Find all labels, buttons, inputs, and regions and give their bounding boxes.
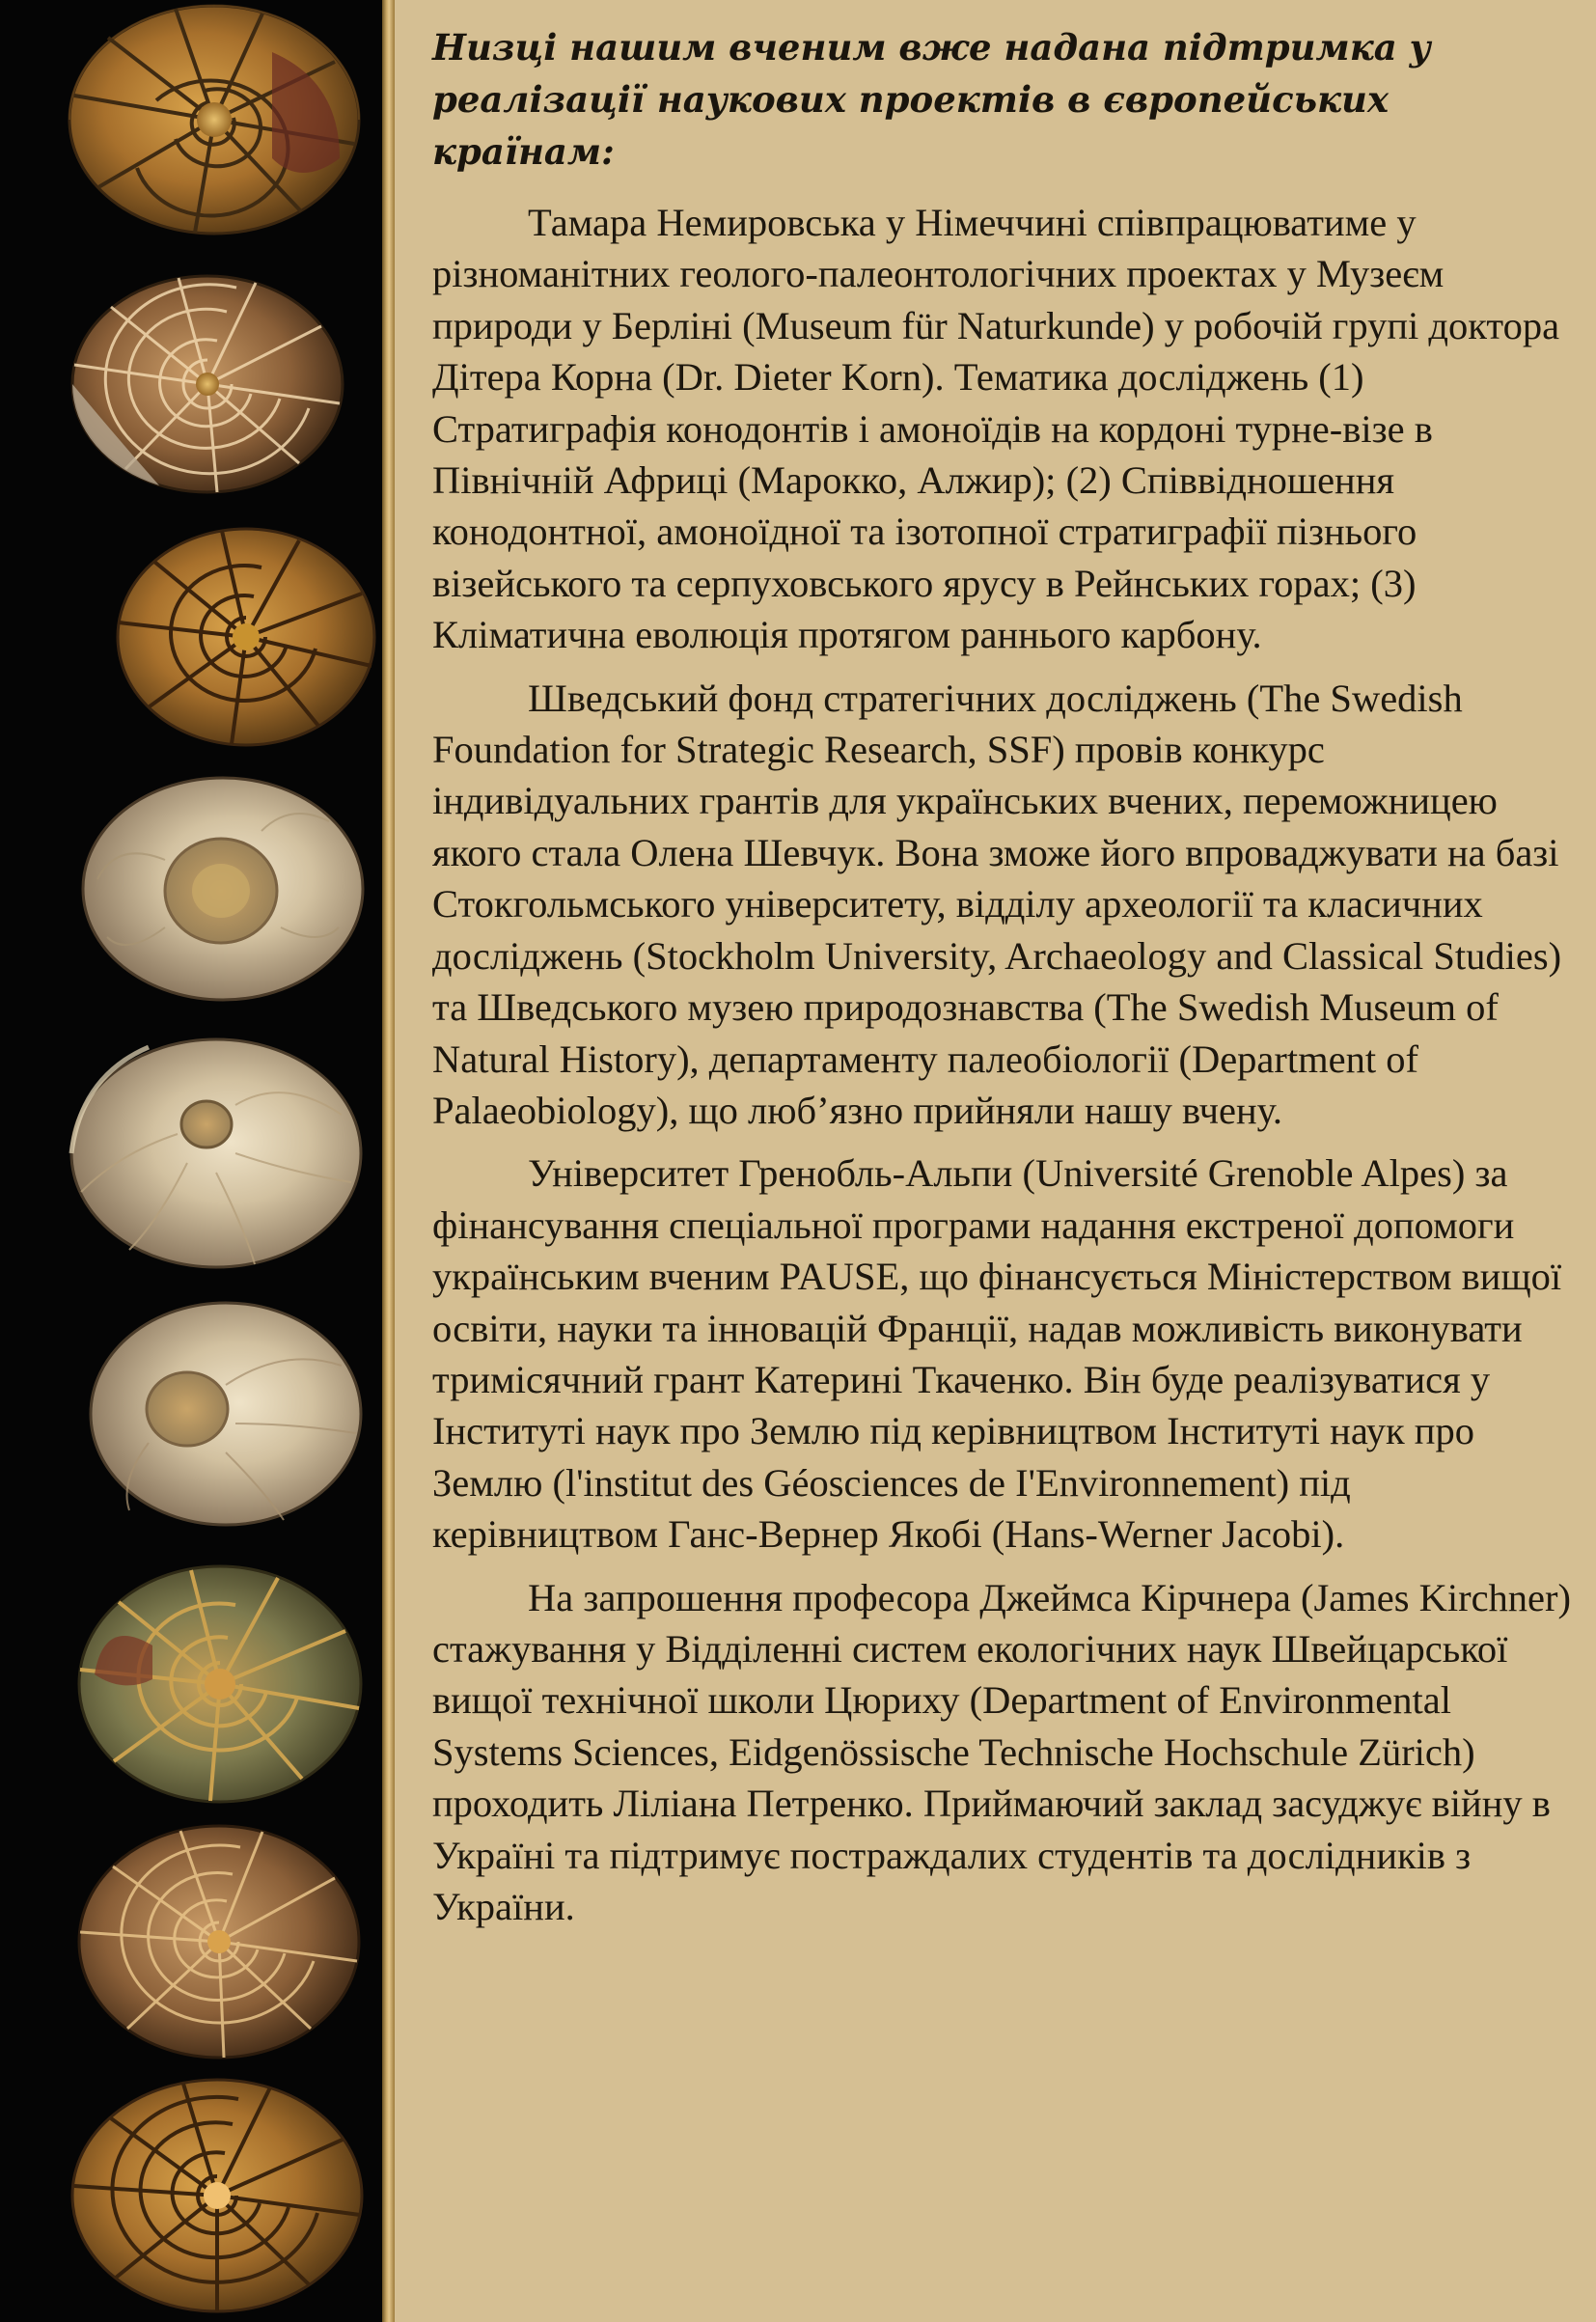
article-body	[432, 21, 1571, 1944]
ammonite-9	[72, 2080, 362, 2311]
ammonite-6	[91, 1303, 361, 1525]
ammonite-8	[79, 1826, 359, 2058]
paragraph-nemyrovska: Тамара Немировська у Німеччині співпрацюватиме у різноманітних геолого-палеонтологічних проектах у Музеєм природи у Берліні (Museum für Naturkunde) у робочій групі доктора Дітера Корна (Dr. Dieter Korn). Тематика досліджень (1) Стратиграфія конодонтів і амоноїдів на кордоні турне-візе в Північній Африці (Марокко, Алжир); (2) Співвідношення конодонтної, амоноїдної та ізотопної стратиграфії пізнього візейського та серпуховського ярусу в Рейнських горах; (3) Кліматична еволюція протягом раннього карбону.	[432, 201, 1560, 657]
gold-divider	[382, 0, 395, 2322]
paragraph-tkachenko: Університет Гренобль-Альпи (Université Grenoble Alpes) за фінансування спеціальної програми надання екстреної допомоги українським вченим PAUSE, що фінансується Міністерством вищої освіти, науки та інновацій Франції, надав можливість виконувати тримісячний грант Катерині Ткаченко. Він буде реалізуватися у Інституті наук про Землю під керівництвом Інституті наук про Землю (l'institut des Géosciences de I'Environnement) під керівництвом Ганс-Вернер Якобі (Hans-Werner Jacobi).	[432, 1151, 1562, 1557]
ammonite-4	[83, 778, 363, 1000]
article-heading: Низці нашим вченим вже надана підтримка у реалізації наукових проектів в європейських країнам:	[432, 26, 1431, 173]
ammonite-2	[72, 276, 343, 492]
fossil-illustrations	[0, 0, 382, 2322]
paragraph-shevchuk: Шведський фонд стратегічних досліджень (The Swedish Foundation for Strategic Research, SSF) провів конкурс індивідуальних грантів для українських вчених, переможницею якого стала Олена Шевчук. Вона зможе його впроваджувати на базі Стокгольмського університету, відділу археології та класичних досліджень (Stockholm University, Archaeology and Classical Studies) та Шведського музею природознавства (The Swedish Museum of Natural History), департаменту палеобіології (Department of Palaeobiology), що люб’язно прийняли нашу вчену.	[432, 676, 1562, 1132]
ammonite-7	[79, 1566, 361, 1802]
ammonite-5	[71, 1039, 361, 1267]
ammonite-1	[69, 6, 359, 234]
paragraph-petrenko: На запрошення професора Джеймса Кірчнера (James Kirchner) стажування у Відділенні систем екологічних наук Швейцарської вищої технічної школи Цюриху (Department of Environmental Systems Sciences, Eidgenössische Technische Hochschule Zürich) проходить Ліліана Петренко. Приймаючий заклад засуджує війну в Україні та підтримує постраждалих студентів та дослідників з України.	[432, 1575, 1572, 1928]
ammonite-3	[118, 529, 374, 745]
fossil-strip	[0, 0, 382, 2322]
